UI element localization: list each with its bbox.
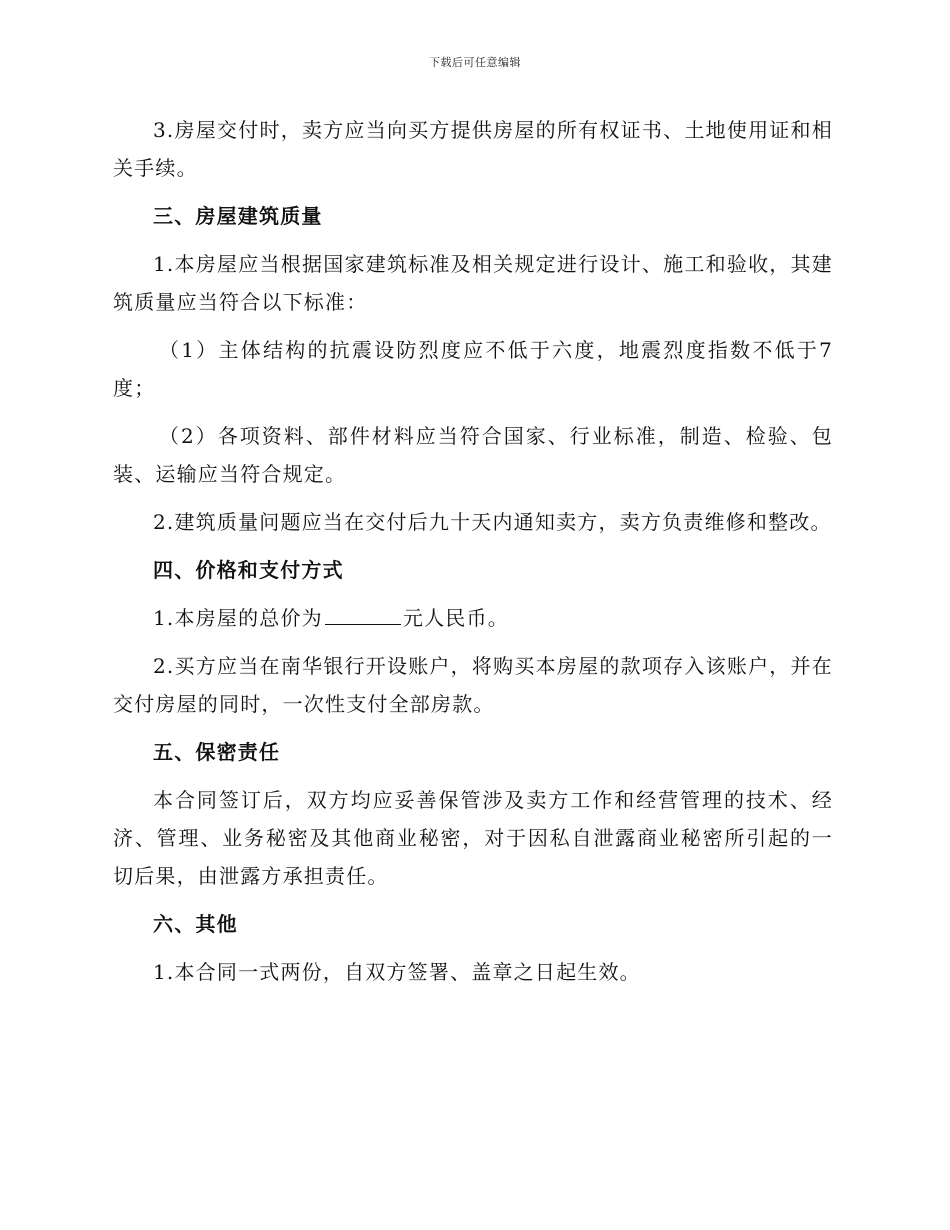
document-body bbox=[113, 111, 833, 1001]
total-price-unit: 元人民币。 bbox=[402, 606, 509, 630]
clause-delivery-documents: 3.房屋交付时，卖方应当向买方提供房屋的所有权证书、土地使用证和相关手续。 bbox=[113, 118, 833, 180]
clause-total-price bbox=[113, 599, 833, 637]
section-heading-other: 六、其他 bbox=[153, 912, 238, 936]
total-price-label: 1.本房屋的总价为 bbox=[153, 606, 323, 630]
section-heading-price-payment: 四、价格和支付方式 bbox=[153, 558, 344, 582]
clause-effective-date: 1.本合同一式两份，自双方签署、盖章之日起生效。 bbox=[153, 960, 641, 984]
clause-payment-method: 2.买方应当在南华银行开设账户，将购买本房屋的款项存入该账户，并在交付房屋的同时，一次性支付全部房款。 bbox=[113, 654, 833, 716]
section-heading-building-quality: 三、房屋建筑质量 bbox=[153, 204, 323, 228]
header-note: 下载后可任意编辑 bbox=[429, 56, 521, 69]
clause-quality-issues: 2.建筑质量问题应当在交付后九十天内通知卖方，卖方负责维修和整改。 bbox=[153, 510, 832, 534]
clause-seismic-standard: （1）主体结构的抗震设防烈度应不低于六度，地震烈度指数不低于7度； bbox=[113, 338, 833, 400]
clause-materials-standard: （2）各项资料、部件材料应当符合国家、行业标准，制造、检验、包装、运输应当符合规定。 bbox=[113, 424, 833, 486]
clause-quality-standards: 1.本房屋应当根据国家建筑标准及相关规定进行设计、施工和验收，其建筑质量应当符合以下标准： bbox=[113, 252, 833, 314]
section-heading-confidentiality: 五、保密责任 bbox=[153, 740, 281, 764]
total-price-blank[interactable] bbox=[325, 606, 401, 625]
clause-confidentiality: 本合同签订后，双方均应妥善保管涉及卖方工作和经营管理的技术、经济、管理、业务秘密及其他商业秘密，对于因私自泄露商业秘密所引起的一切后果，由泄露方承担责任。 bbox=[113, 788, 833, 888]
